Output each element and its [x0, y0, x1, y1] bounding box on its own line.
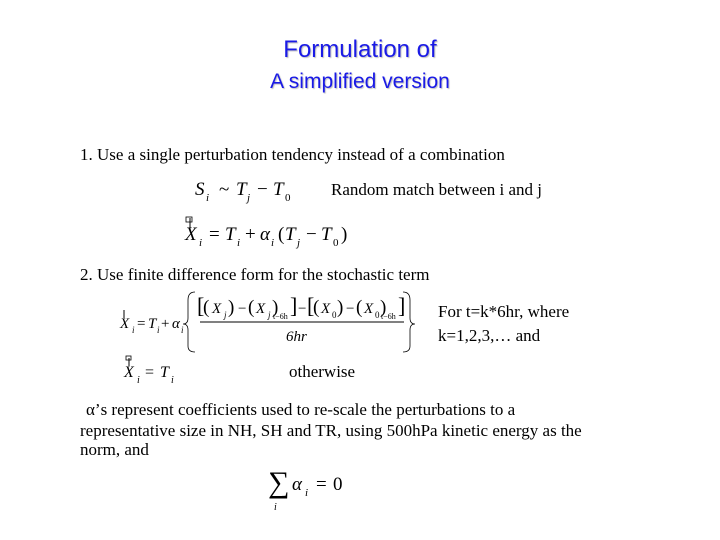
svg-text:T: T [273, 179, 284, 200]
svg-text:X: X [364, 301, 374, 317]
svg-text:(: ( [356, 297, 363, 318]
svg-text:X: X [120, 316, 130, 332]
svg-text:∑: ∑ [268, 466, 290, 499]
svg-text:−: − [298, 301, 307, 317]
svg-text:): ) [272, 297, 279, 318]
svg-text:=: = [137, 316, 146, 332]
svg-text:+: + [245, 224, 256, 245]
svg-text:−: − [346, 301, 355, 317]
item1-random-match-note: Random match between i and j [331, 180, 543, 199]
svg-text:−: − [257, 179, 268, 200]
svg-text:=: = [316, 474, 327, 495]
svg-text:0: 0 [333, 474, 343, 495]
otherwise-label: otherwise [289, 362, 356, 381]
svg-text:[: [ [307, 293, 315, 318]
svg-text:α: α [172, 316, 180, 332]
svg-text:(: ( [278, 224, 285, 245]
svg-text:i: i [271, 237, 275, 249]
equation-x-dot-2 [123, 356, 174, 386]
slide-title-line1: Formulation of [283, 36, 437, 63]
svg-text:i: i [206, 192, 210, 204]
svg-text:i: i [199, 237, 203, 249]
item2-heading: 2. Use finite difference form for the stochastic term [80, 265, 430, 284]
svg-text:0: 0 [332, 310, 337, 320]
svg-text:X: X [185, 224, 197, 245]
svg-text:−: − [238, 301, 247, 317]
svg-text:X: X [124, 364, 134, 381]
svg-text:X: X [321, 301, 331, 317]
svg-text:T: T [225, 224, 236, 245]
svg-text:t−6h: t−6h [273, 312, 288, 321]
svg-text:α: α [260, 224, 270, 245]
svg-text:i: i [137, 375, 140, 386]
svg-text:6hr: 6hr [286, 329, 307, 345]
svg-text:j: j [247, 192, 251, 204]
svg-text:i: i [171, 375, 174, 386]
svg-text:[: [ [197, 293, 205, 318]
svg-text:j: j [224, 310, 227, 320]
item2-condition-line2: k=1,2,3,… and [438, 326, 541, 345]
slide-title-line2: A simplified version [270, 70, 450, 93]
svg-text:]: ] [398, 293, 406, 318]
svg-text:T: T [321, 224, 332, 245]
equation-x-dot-1 [184, 217, 347, 249]
svg-text:t−6h: t−6h [381, 312, 396, 321]
item2-condition-line1: For t=k*6hr, where [438, 302, 570, 321]
svg-text:): ) [228, 297, 235, 318]
equation-finite-difference [119, 292, 415, 352]
svg-text:T: T [285, 224, 296, 245]
svg-text:0: 0 [333, 237, 339, 249]
svg-text:0: 0 [285, 192, 291, 204]
svg-text:i: i [274, 502, 277, 513]
item1-heading: 1. Use a single perturbation tendency instead of a combination [80, 145, 505, 164]
svg-text:X: X [256, 301, 266, 317]
svg-text:j: j [297, 237, 301, 249]
svg-text:S: S [195, 179, 205, 200]
svg-text:+: + [161, 316, 170, 332]
svg-text:−: − [306, 224, 317, 245]
svg-text:(: ( [248, 297, 255, 318]
svg-text:j: j [268, 310, 271, 320]
svg-text:(: ( [313, 297, 320, 318]
svg-text:i: i [157, 325, 160, 335]
equation-s-approx [195, 179, 291, 204]
svg-text:~: ~ [219, 179, 230, 200]
svg-text:i: i [181, 325, 184, 335]
svg-text:=: = [209, 224, 220, 245]
alpha-note-line3: norm, and [80, 440, 149, 459]
svg-text:T: T [148, 316, 157, 332]
svg-text:0: 0 [375, 310, 380, 320]
svg-text:=: = [145, 364, 155, 381]
svg-text:i: i [132, 325, 135, 335]
alpha-note-line1: α’s represent coefficients used to re-scale the perturbations to a [86, 400, 516, 419]
equation-sum-alpha [268, 466, 343, 513]
svg-text:T: T [236, 179, 247, 200]
alpha-note-line2: representative size in NH, SH and TR, using 500hPa kinetic energy as the [80, 421, 582, 440]
svg-text:]: ] [290, 293, 298, 318]
svg-text:α: α [292, 474, 302, 495]
svg-text:): ) [341, 224, 348, 245]
svg-text:i: i [305, 487, 309, 499]
svg-text:T: T [160, 364, 169, 381]
svg-text:): ) [380, 297, 387, 318]
svg-text:X: X [212, 301, 222, 317]
svg-text:i: i [237, 237, 241, 249]
svg-text:): ) [337, 297, 344, 318]
svg-text:(: ( [203, 297, 210, 318]
